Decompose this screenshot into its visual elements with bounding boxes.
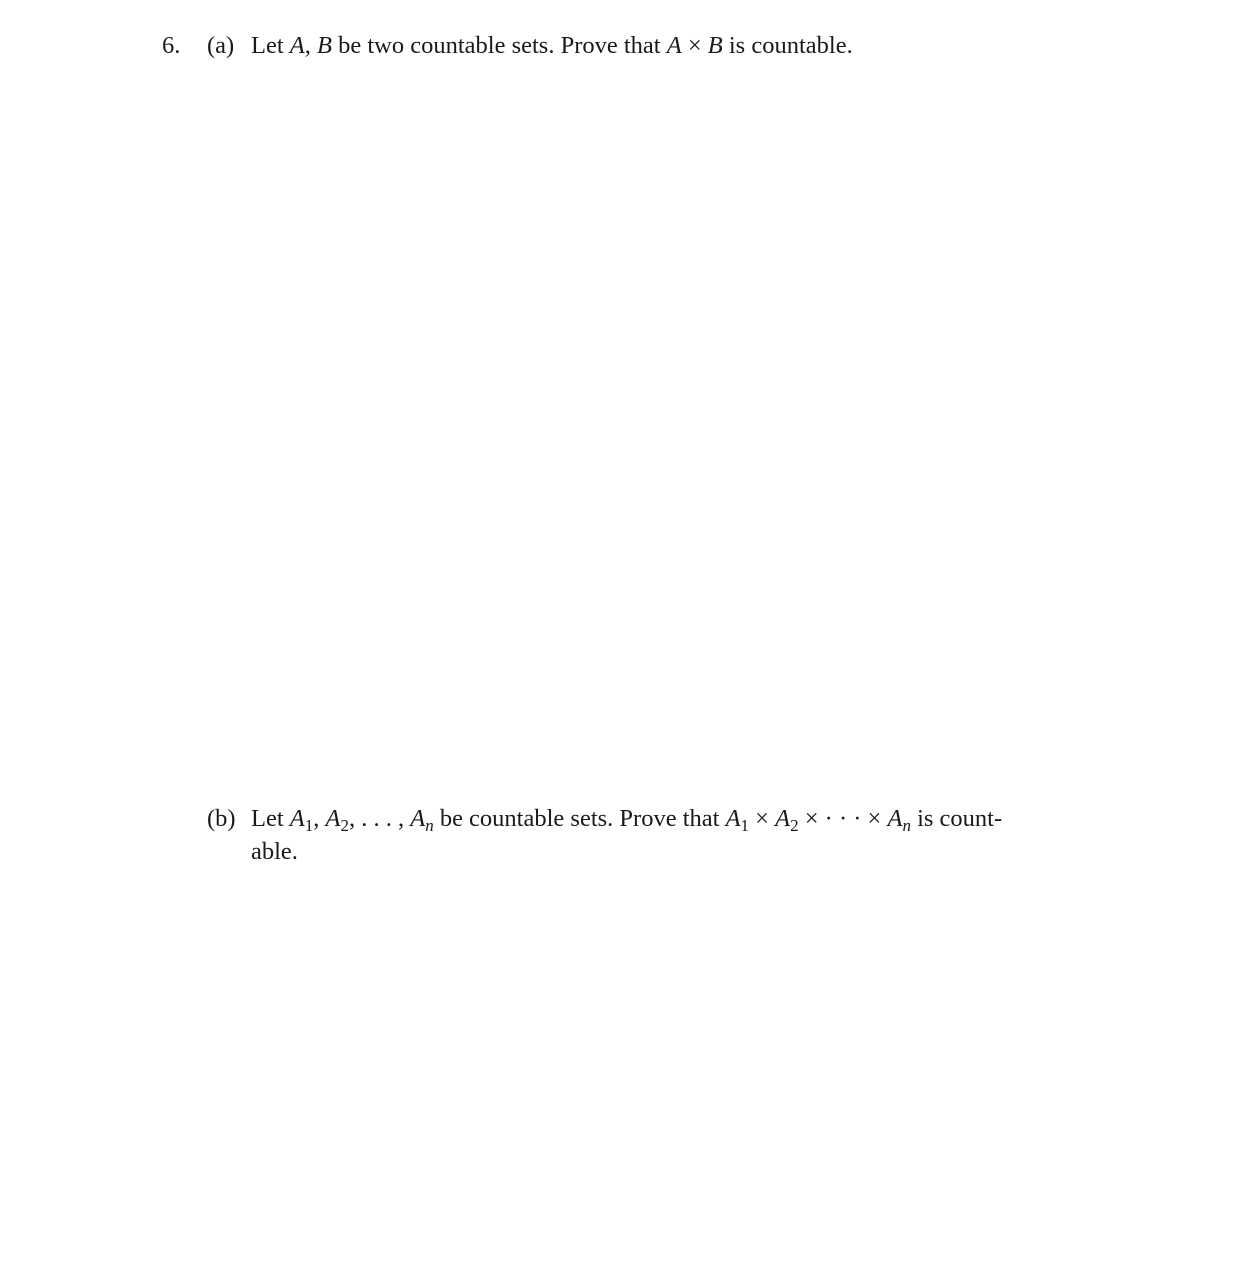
math-subscript: n — [425, 816, 434, 835]
math-subscript: 1 — [304, 816, 314, 835]
part-a-text: is countable. — [722, 32, 853, 59]
part-b-statement — [251, 803, 1131, 867]
times-symbol: × — [867, 805, 888, 832]
times-symbol: × — [681, 32, 708, 59]
times-symbol: × — [749, 805, 776, 832]
math-var: A — [775, 805, 791, 832]
part-b-text: Let — [251, 805, 290, 832]
math-var: A — [725, 805, 741, 832]
math-var: B — [707, 32, 723, 59]
math-comma: , — [313, 805, 326, 832]
math-subscript: 2 — [790, 816, 799, 835]
part-a-label: (a) — [207, 32, 235, 59]
part-b-text: be countable sets. Prove that — [433, 805, 726, 832]
part-b-text: able. — [251, 838, 298, 865]
math-subscript: n — [902, 816, 911, 835]
math-var: A — [666, 32, 682, 59]
part-b-text: is count- — [910, 805, 1003, 832]
math-var: B — [317, 32, 332, 59]
part-a-text: , — [304, 32, 317, 59]
math-var: A — [325, 805, 341, 832]
math-ellipsis: , . . . , — [348, 805, 411, 832]
math-var: A — [289, 32, 305, 59]
times-symbol: × — [798, 805, 825, 832]
part-a-statement — [251, 30, 1131, 61]
math-subscript: 1 — [740, 816, 750, 835]
math-subscript: 2 — [340, 816, 349, 835]
math-var: A — [410, 805, 426, 832]
part-b-label: (b) — [207, 805, 236, 832]
math-var: A — [887, 805, 903, 832]
problem-number: 6. — [162, 32, 181, 59]
math-var: A — [289, 805, 305, 832]
cdots: · · · — [824, 805, 868, 832]
part-a-text: be two countable sets. Prove that — [331, 32, 667, 59]
part-a-text: Let — [251, 32, 290, 59]
